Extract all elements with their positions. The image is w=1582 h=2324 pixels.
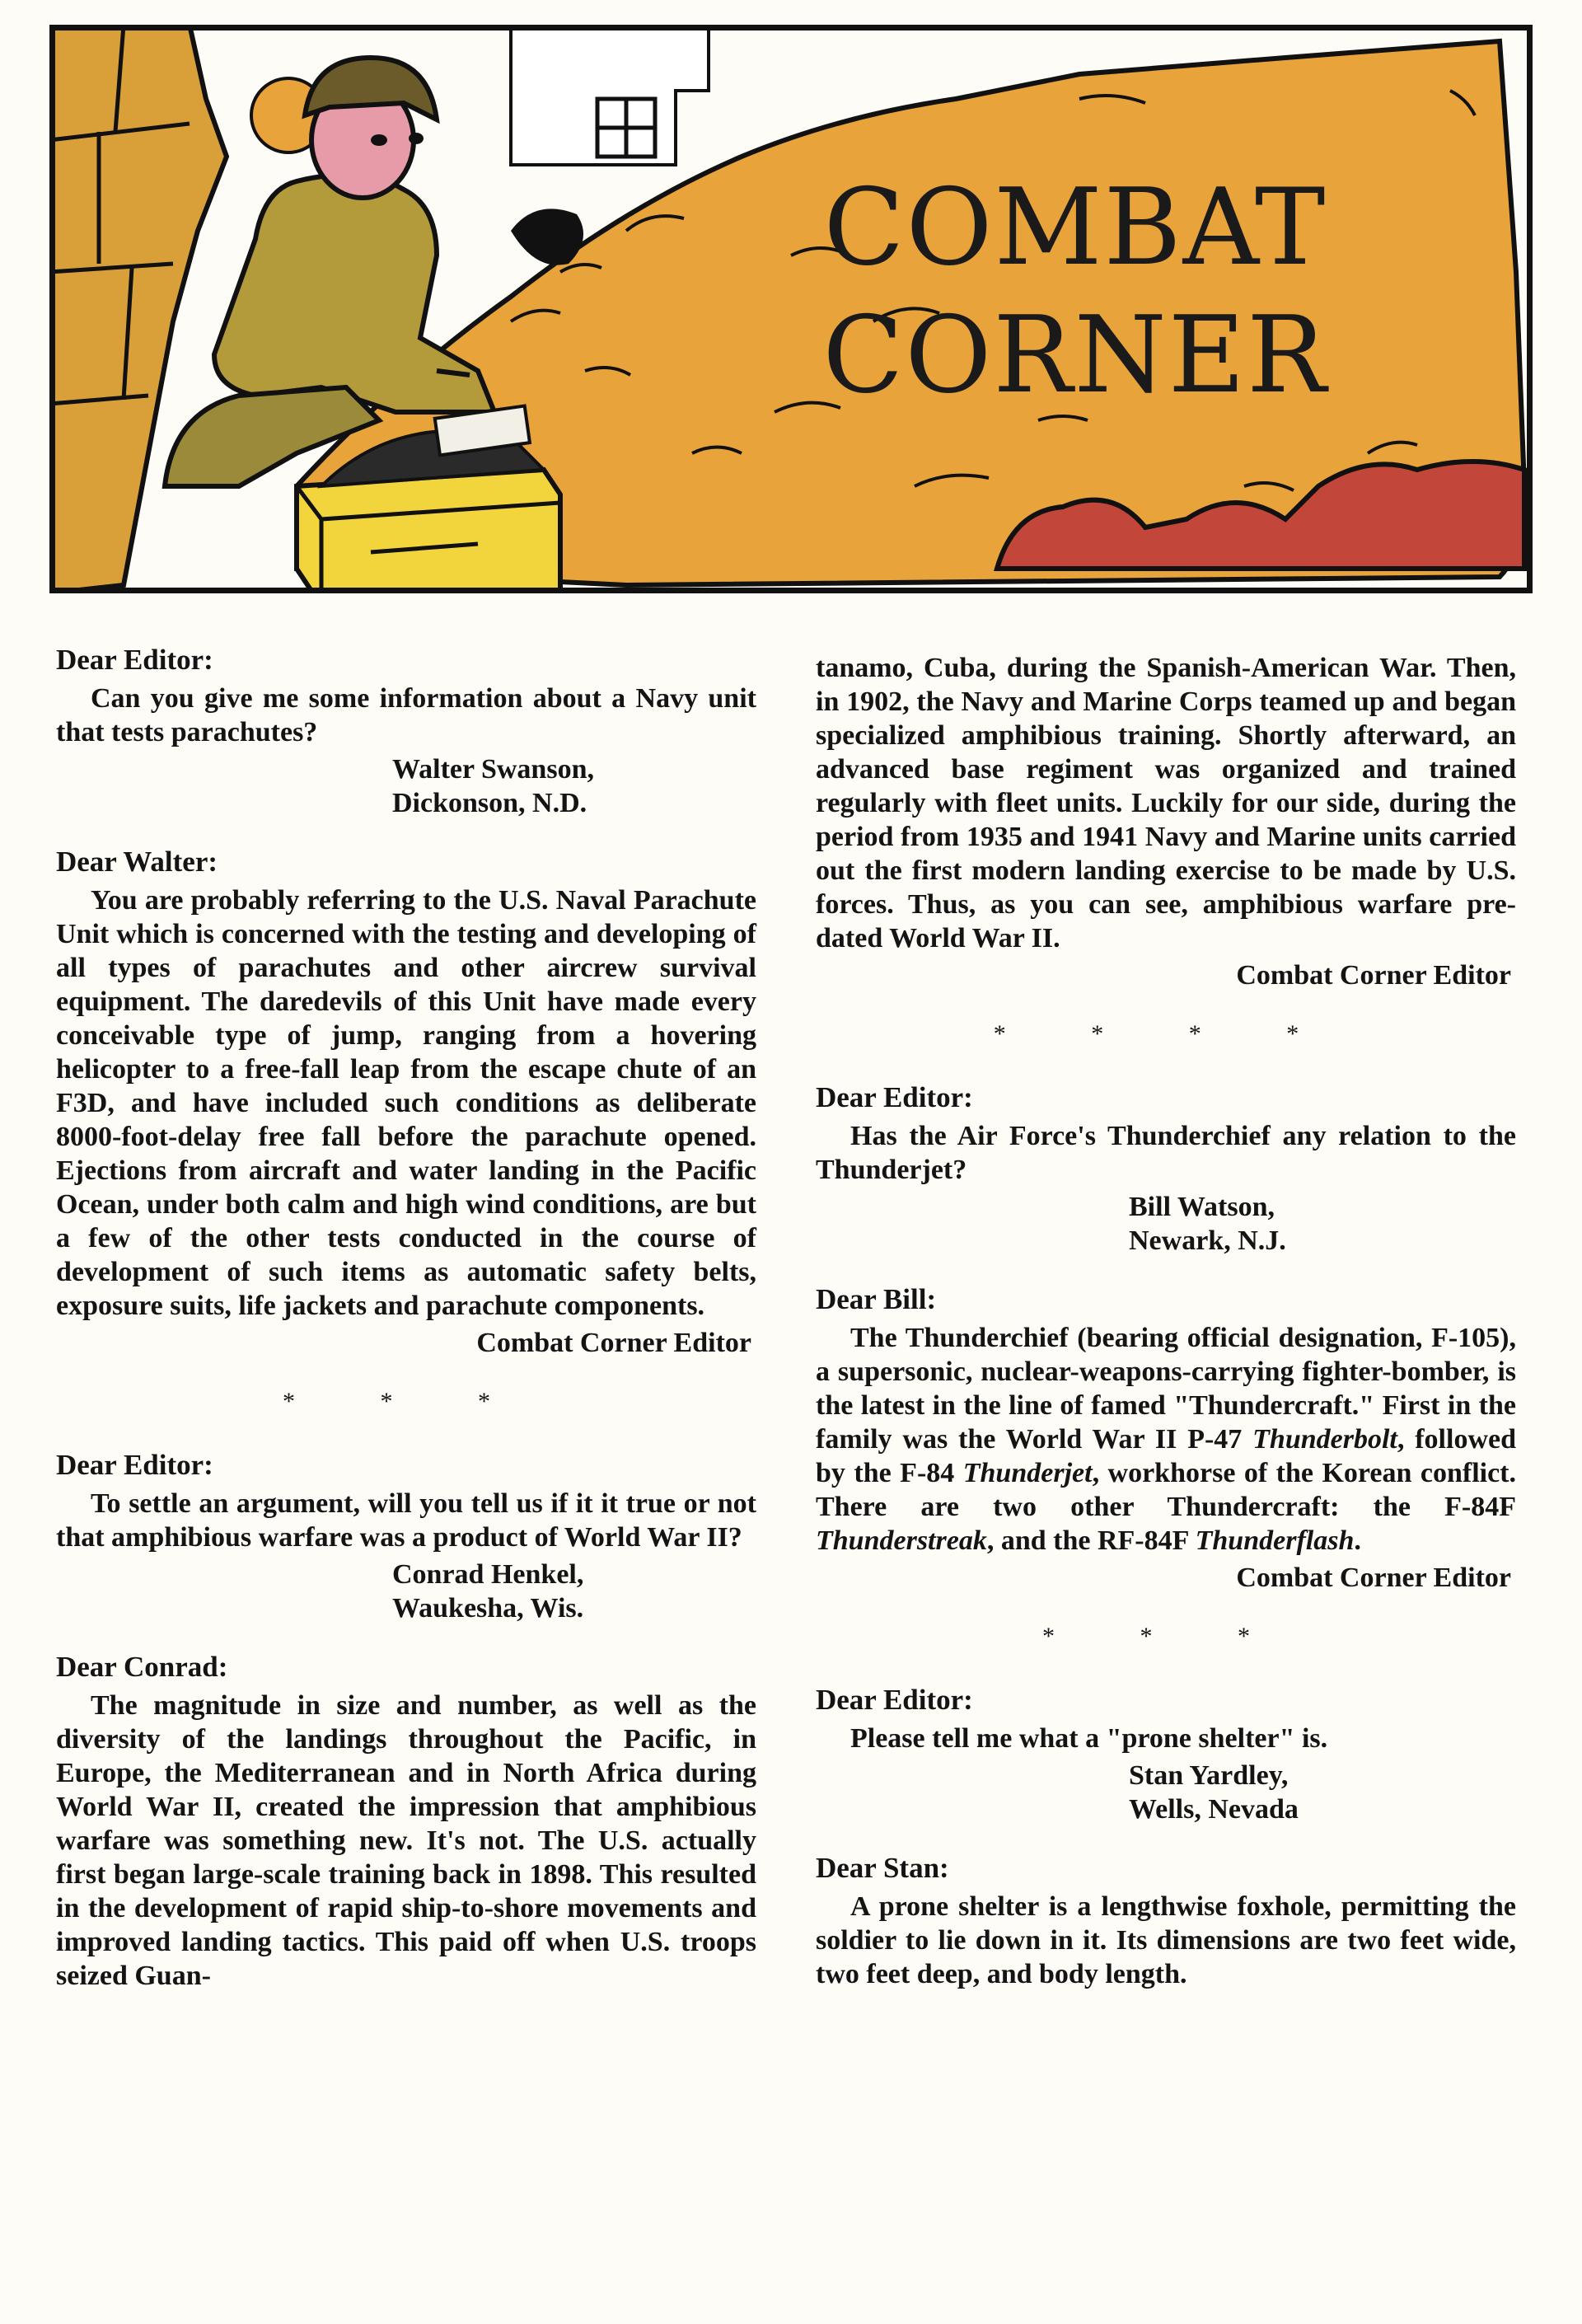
separator-stars: * * * [283,1388,530,1415]
reply-text: , followed by the F-84 [816,1424,1517,1488]
letter-body: Has the Air Force's Thunderchief any relation to the Thunderjet? [816,1121,1516,1185]
aircraft-name: Thunderstreak [816,1525,987,1556]
right-column [816,651,1516,2016]
reply-walter [56,845,756,1360]
letter-bill [816,1080,1516,1258]
signature-location: Wells, Nevada [1129,1794,1299,1825]
salutation: Dear Editor: [56,644,213,676]
letter-walter [56,643,756,820]
signature-name: Bill Watson, [1129,1192,1275,1222]
letter-conrad [56,1448,756,1625]
reply-conrad [56,1650,756,1993]
signature-name: Stan Yardley, [1129,1760,1289,1791]
combat-corner-banner [49,25,1533,593]
editor-signature: Combat Corner Editor [476,1328,751,1358]
aircraft-name: Thunderflash [1195,1525,1355,1556]
salutation: Dear Bill: [816,1283,937,1315]
salutation: Dear Editor: [56,1449,213,1481]
reply-bill [816,1282,1516,1595]
salutation: Dear Editor: [816,1684,973,1716]
reply-text: , workhorse of the Korean conflict. There are two other Thundercraft: the F-84F [816,1458,1516,1522]
aircraft-name: Thunderjet [962,1458,1093,1488]
reply-body: The magnitude in size and number, as well as the diversity of the landings throughout the Pacific, in Europe, the Mediterranean and in North Africa during World War II, created the impression that amphibious warfare was something new. It's not. The U.S. actually first began large-scale training back in 1898. This resulted in the development of rapid ship-to-shore movements and improved landing tactics. This paid off when U.S. troops seized Guan- [56,1690,756,1991]
signature [56,752,756,820]
reply-stan [816,1851,1516,1991]
aircraft-name: Thunderbolt [1252,1424,1397,1455]
signature [56,1558,756,1625]
signature-location: Waukesha, Wis. [392,1593,584,1624]
letter-body: Can you give me some information about a Navy unit that tests parachutes? [56,683,756,747]
banner-title-line2: CORNER [822,294,1328,417]
letter-body: Please tell me what a "prone shelter" is. [850,1723,1328,1754]
banner-title-line1: COMBAT [823,166,1327,289]
letter-body: To settle an argument, will you tell us if it it true or not that amphibious warfare was a product of World War II? [56,1488,756,1553]
editor-signature: Combat Corner Editor [1236,1563,1511,1593]
letter-stan [816,1683,1516,1826]
signature-location: Newark, N.J. [1129,1225,1286,1256]
reply-conrad-continued [816,651,1516,992]
signature [816,1759,1516,1826]
reply-body [816,1321,1516,1558]
separator-stars: * * * * [993,1020,1339,1047]
salutation: Dear Conrad: [56,1651,228,1683]
reply-text: . [1354,1525,1361,1556]
editor-signature: Combat Corner Editor [1236,960,1511,991]
left-column [56,643,756,2017]
reply-text: The Thunderchief (bearing official designation, F-105), a supersonic, nuclear-weapons-carrying fighter-bomber, is the latest in the line of famed "Thundercraft." First in the family was the World War II P-47 [816,1323,1516,1455]
reply-body: A prone shelter is a lengthwise foxhole, permitting the soldier to lie down in it. Its dimensions are two feet wide, two feet deep, and body length. [816,1891,1516,1989]
reply-text: , and the RF-84F [986,1525,1196,1556]
signature [816,1190,1516,1258]
reply-body: You are probably referring to the U.S. Naval Parachute Unit which is concerned with the testing and developing of all types of parachutes and other aircrew survival equipment. The daredevils of this Unit have made every conceivable type of jump, ranging from a hovering helicopter to a free-fall leap from the escape chute of an F3D, and have included such conditions as deliberate 8000-foot-delay free fall before the parachute opened. Ejections from aircraft and water landing in the Pacific Ocean, under both calm and high wind conditions, are but a few of the other tests conducted in the course of development of such items as automatic safety belts, exposure suits, life jackets and parachute components. [56,885,756,1321]
separator-stars: * * * [1042,1623,1289,1650]
signature-name: Walter Swanson, [392,754,594,785]
banner-illustration [49,25,1533,593]
signature-name: Conrad Henkel, [392,1559,584,1590]
salutation: Dear Walter: [56,846,218,878]
salutation: Dear Stan: [816,1852,949,1884]
salutation: Dear Editor: [816,1081,973,1113]
reply-body-continued: tanamo, Cuba, during the Spanish-American War. Then, in 1902, the Navy and Marine Corps teamed up and began specialized amphibious training. Shortly afterward, an advanced base regiment was organized and trained regularly with fleet units. Luckily for our side, during the period from 1935 and 1941 Navy and Marine units carried out the first modern landing exercise to be made by U.S. forces. Thus, as you can see, amphibious warfare pre-dated World War II. [816,653,1516,953]
signature-location: Dickonson, N.D. [392,788,587,818]
